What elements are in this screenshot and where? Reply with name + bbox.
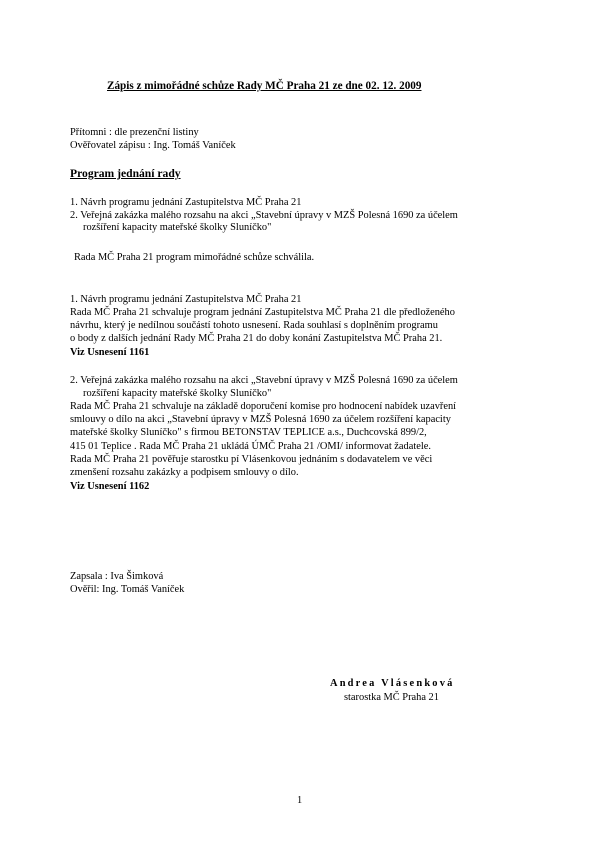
agenda-item-2-continued: rozšíření kapacity mateřské školky Sluníčko" — [83, 222, 272, 233]
resolution-1-text-line: o body z dalších jednání Rady MČ Praha 21 do doby konání Zastupitelstva MČ Praha 21. — [70, 333, 443, 344]
agenda-item-2: 2. Veřejná zakázka malého rozsahu na akci „Stavební úpravy v MZŠ Polesná 1690 za účelem — [70, 210, 458, 221]
signature-name: Andrea Vlásenková — [330, 678, 455, 689]
resolution-2-title-continued: rozšíření kapacity mateřské školky Sluníčko" — [83, 388, 272, 399]
resolution-1-text-line: Rada MČ Praha 21 schvaluje program jednání Zastupitelstva MČ Praha 21 dle předloženého — [70, 307, 455, 318]
document-title: Zápis z mimořádné schůze Rady MČ Praha 21 ze dne 02. 12. 2009 — [107, 80, 422, 92]
resolution-1-reference: Viz Usnesení 1161 — [70, 347, 150, 358]
attendance-verifier: Ověřovatel zápisu : Ing. Tomáš Vaníček — [70, 140, 236, 151]
verified-by: Ověřil: Ing. Tomáš Vaníček — [70, 584, 185, 595]
resolution-2-text-line: mateřské školky Sluníčko" s firmou BETONSTAV TEPLICE a.s., Duchcovská 899/2, — [70, 427, 427, 438]
agenda-item-1: 1. Návrh programu jednání Zastupitelstva MČ Praha 21 — [70, 197, 302, 208]
resolution-2-text-line: zmenšení rozsahu zakázky a podpisem smlouvy o dílo. — [70, 467, 299, 478]
attendance-present: Přítomni : dle prezenční listiny — [70, 127, 199, 138]
resolution-2-text-line: Rada MČ Praha 21 pověřuje starostku pí Vlásenkovou jednáním s dodavatelem ve věci — [70, 454, 433, 465]
resolution-1-title: 1. Návrh programu jednání Zastupitelstva MČ Praha 21 — [70, 294, 302, 305]
page-number: 1 — [297, 795, 303, 806]
resolution-2-text-line: smlouvy o dílo na akci „Stavební úpravy v MZŠ Polesná 1690 za účelem rozšíření kapacity — [70, 414, 451, 425]
recorded-by: Zapsala : Iva Šimková — [70, 571, 164, 582]
agenda-approved: Rada MČ Praha 21 program mimořádné schůze schválila. — [74, 252, 315, 263]
agenda-heading: Program jednání rady — [70, 167, 181, 180]
resolution-1-text-line: návrhu, který je nedílnou součástí tohoto usnesení. Rada souhlasí s doplněním programu — [70, 320, 438, 331]
signature-role: starostka MČ Praha 21 — [344, 692, 439, 703]
resolution-2-title: 2. Veřejná zakázka malého rozsahu na akci „Stavební úpravy v MZŠ Polesná 1690 za účelem — [70, 375, 458, 386]
resolution-2-reference: Viz Usnesení 1162 — [70, 481, 150, 492]
resolution-2-text-line: Rada MČ Praha 21 schvaluje na základě doporučení komise pro hodnocení nabídek uzavření — [70, 401, 457, 412]
resolution-2-text-line: 415 01 Teplice . Rada MČ Praha 21 ukládá ÚMČ Praha 21 /OMI/ informovat žadatele. — [70, 441, 431, 452]
